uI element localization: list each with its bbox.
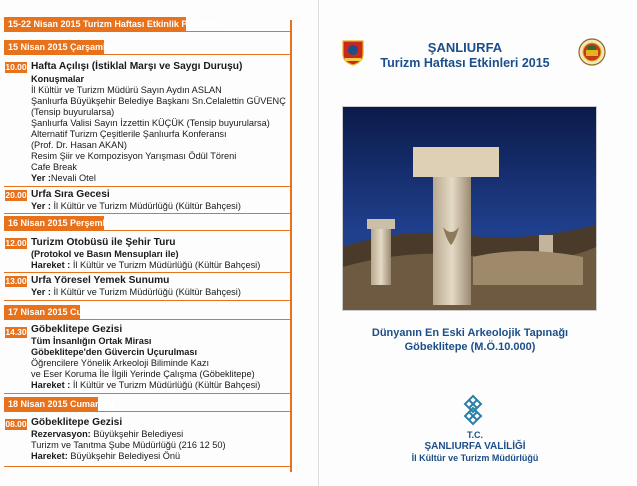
footer-directorate: İl Kültür ve Turizm Müdürlüğü (411, 453, 539, 463)
divider (4, 54, 292, 55)
event-place (31, 201, 241, 212)
place-value: İl Kültür ve Turizm Müdürlüğü (Kültür Bahçesi) (72, 260, 261, 270)
event-place (31, 173, 96, 184)
footer-governorship: ŞANLIURFA VALİLİĞİ (424, 441, 526, 452)
event-line: Cafe Break (31, 162, 77, 172)
day-date: 16 Nisan 2015 Perşembe (8, 218, 114, 228)
divider (4, 300, 292, 301)
divider (4, 411, 292, 412)
event-line: (Prof. Dr. Hasan AKAN) (31, 140, 127, 150)
event-place (31, 451, 180, 462)
event-line: Konuşmalar (31, 74, 85, 84)
photo-caption: Dünyanın En Eski Arkeolojik Tapınağı (371, 327, 569, 339)
event-time: 08.00 (5, 419, 27, 429)
page-fold (318, 0, 319, 486)
place-label: Hareket : (31, 260, 71, 270)
day-header (4, 305, 96, 319)
day-date: 17 Nisan 2015 Cuma (8, 307, 96, 317)
photo-caption-date: Göbeklitepe (M.Ö.10.000) (404, 341, 536, 353)
place-value: İl Kültür ve Turizm Müdürlüğü (Kültür Bahçesi) (53, 201, 241, 211)
divider (4, 213, 292, 214)
event-line: Göbeklitepe'den Güvercin Uçurulması (31, 347, 198, 357)
brochure-title-city: ŞANLIURFA (427, 40, 503, 55)
event-subtitle: (Protokol ve Basın Mensupları ile) (31, 249, 179, 259)
event-title: Urfa Sıra Gecesi (31, 189, 110, 200)
event-time: 10.00 (5, 62, 27, 72)
day-date: 15 Nisan 2015 Çarşamba (8, 42, 114, 52)
event-title: Göbeklitepe Gezisi (31, 324, 123, 335)
event-line: İl Kültür ve Turizm Müdürü Sayın Aydın ASLAN (31, 85, 222, 95)
divider (4, 230, 292, 231)
event-reservation (31, 429, 183, 440)
place-value: Nevali Otel (50, 173, 96, 183)
event-line: (Tensip buyurularsa) (31, 107, 115, 117)
reservation-value: Büyükşehir Belediyesi (93, 429, 184, 439)
brochure-title: Turizm Haftası Etkinleri 2015 (380, 56, 550, 70)
event-title: Urfa Yöresel Yemek Sunumu (31, 275, 170, 286)
place-value: İl Kültür ve Turizm Müdürlüğü (Kültür Bahçesi) (53, 287, 241, 297)
event-time: 13.00 (5, 276, 27, 286)
event-line: Turizm ve Tanıtma Şube Müdürlüğü (216 12 50) (31, 440, 226, 450)
event-line: Öğrencilere Yönelik Arkeoloji Biliminde Kazı (31, 358, 210, 368)
divider (4, 186, 292, 187)
event-title: Hafta Açılışı (İstiklal Marşı ve Saygı Duruşu) (31, 61, 243, 72)
divider (4, 393, 292, 394)
event-title: Göbeklitepe Gezisi (31, 417, 123, 428)
gobeklitepe-photo (342, 106, 597, 311)
divider (4, 272, 292, 273)
reservation-label: Rezervasyon: (31, 429, 91, 439)
event-title: Turizm Otobüsü ile Şehir Turu (31, 237, 176, 248)
place-label: Hareket: (31, 451, 68, 461)
place-label: Yer : (31, 287, 51, 297)
event-line: Şanlıurfa Valisi Sayın İzzettin KÜÇÜK (Tensip buyurularsa) (31, 118, 270, 128)
program-title: 15-22 Nisan 2015 Turizm Haftası Etkinlik Programı (8, 19, 221, 29)
program-border-line (290, 20, 292, 472)
event-time: 14.30 (5, 327, 27, 337)
divider (4, 319, 292, 320)
event-time: 20.00 (5, 190, 27, 200)
event-line: Resim Şiir ve Kompozisyon Yarışması Ödül Töreni (31, 151, 237, 161)
event-time: 12.00 (5, 238, 27, 248)
footer-tc: T.C. (466, 430, 483, 440)
day-header (4, 216, 114, 230)
day-header (4, 40, 114, 54)
event-place (31, 260, 260, 271)
event-line: Alternatif Turizm Çeşitlerile Şanlıurfa Konferansı (31, 129, 227, 139)
place-value: İl Kültür ve Turizm Müdürlüğü (Kültür Bahçesi) (72, 380, 261, 390)
event-place (31, 380, 260, 391)
event-line: ve Eser Koruma İle İlgili Yerinde Çalışma (Göbeklitepe) (31, 369, 255, 379)
knot-ornament-icon (462, 394, 484, 426)
program-title-bar (4, 17, 221, 31)
place-label: Yer : (31, 201, 51, 211)
event-line: Tüm İnsanlığın Ortak Mirası (31, 336, 152, 346)
event-line: Şanlıurfa Büyükşehir Belediye Başkanı Sn.Celalettin GÜVENÇ (31, 96, 286, 106)
place-value: Büyükşehir Belediyesi Önü (70, 451, 181, 461)
day-header (4, 397, 115, 411)
place-label: Hareket : (31, 380, 71, 390)
day-date: 18 Nisan 2015 Cumartesi (8, 399, 115, 409)
event-place (31, 287, 241, 298)
place-label: Yer : (31, 173, 51, 183)
divider (4, 31, 292, 32)
divider (4, 466, 292, 467)
